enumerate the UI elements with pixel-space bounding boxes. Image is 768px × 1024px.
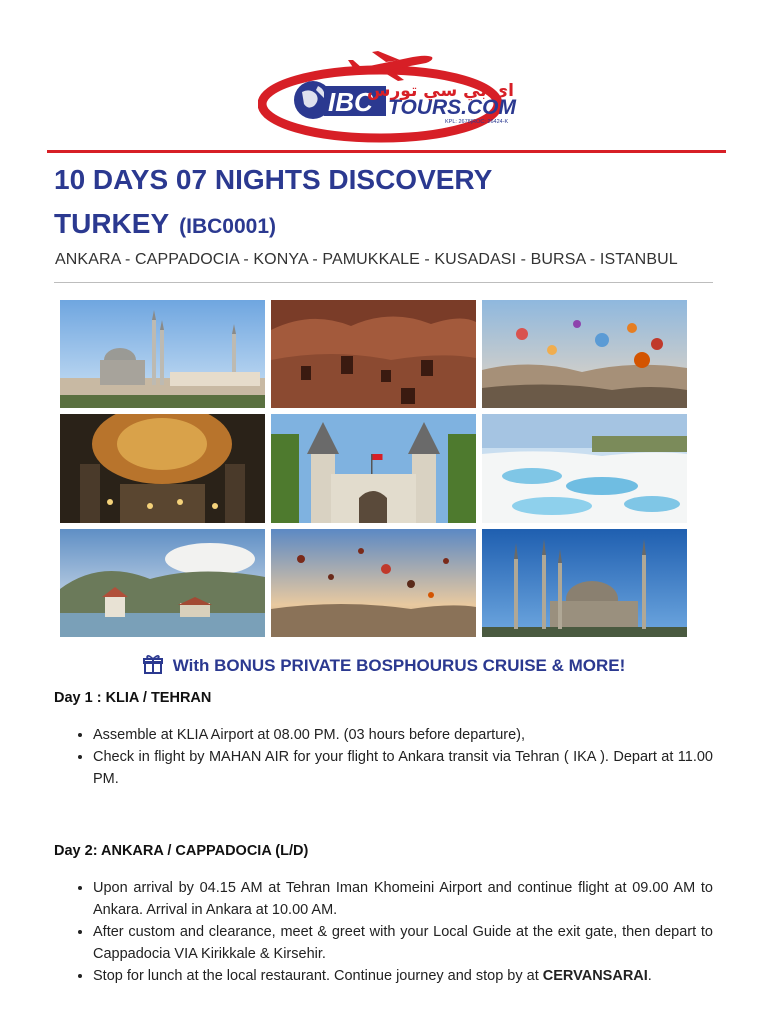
photo-hagia-sophia-interior	[60, 414, 265, 523]
header-divider	[47, 150, 726, 153]
photo-blue-mosque	[482, 529, 687, 637]
photo-topkapi-gate	[271, 414, 476, 523]
list-item: • Assemble at KLIA Airport at 08.00 PM. (03 hours before departure),	[93, 724, 713, 746]
tour-route: ANKARA - CAPPADOCIA - KONYA - PAMUKKALE - KUSADASI - BURSA - ISTANBUL	[55, 251, 678, 268]
bonus-banner	[0, 654, 768, 679]
list-item: • Check in flight by MAHAN AIR for your flight to Ankara transit via Tehran ( IKA ). Depart at 11.00 PM.	[93, 746, 713, 790]
logo-tours-text: TOURS.COM	[388, 96, 516, 119]
photo-village-mountains	[60, 529, 265, 637]
day-1-list	[54, 724, 713, 790]
photo-cappadocia-balloons	[482, 300, 687, 408]
list-item: • After custom and clearance, meet & greet with your Local Guide at the exit gate, then depart to Cappadocia VIA Kirikkale & Kirsehir.	[93, 921, 713, 965]
gift-icon	[143, 654, 163, 679]
photo-istanbul-mosque-skyline	[60, 300, 265, 408]
photo-cappadocia-rock-dwellings	[271, 300, 476, 408]
list-item: • Upon arrival by 04.15 AM at Tehran Iman Khomeini Airport and continue flight at 09.00 AM to Ankara. Arrival in Ankara at 10.00 AM.	[93, 877, 713, 921]
route-divider	[54, 282, 713, 283]
list-item	[93, 965, 713, 987]
tour-code: (IBC0001)	[179, 215, 276, 238]
day-2-list	[54, 877, 713, 987]
day-1-heading: Day 1 : KLIA / TEHRAN	[54, 690, 212, 706]
highlight-cervansarai: CERVANSARAI	[542, 968, 648, 984]
list-item-end: .	[647, 968, 652, 984]
tour-title-line1: 10 DAYS 07 NIGHTS DISCOVERY	[54, 164, 493, 195]
ibc-tours-logo	[258, 48, 520, 144]
logo-arabic-text: اي بي سي تورس	[367, 81, 514, 101]
logo-ibc-text: IBC	[328, 87, 373, 117]
list-item-text: Stop for lunch at the local restaurant. Continue journey and stop by at	[93, 968, 543, 984]
photo-grid	[60, 300, 686, 638]
logo-registration-text: KPL: 2678|ROC: 26424-K	[445, 119, 509, 125]
photo-pamukkale-terraces	[482, 414, 687, 523]
logo-graphic	[258, 48, 520, 144]
photo-balloons-sunrise	[271, 529, 476, 637]
tour-destination: TURKEY	[54, 208, 170, 239]
tour-title-line2	[54, 208, 276, 240]
bonus-text: With BONUS PRIVATE BOSPHOURUS CRUISE & MORE!	[172, 656, 626, 675]
day-2-heading: Day 2: ANKARA / CAPPADOCIA (L/D)	[54, 843, 309, 859]
